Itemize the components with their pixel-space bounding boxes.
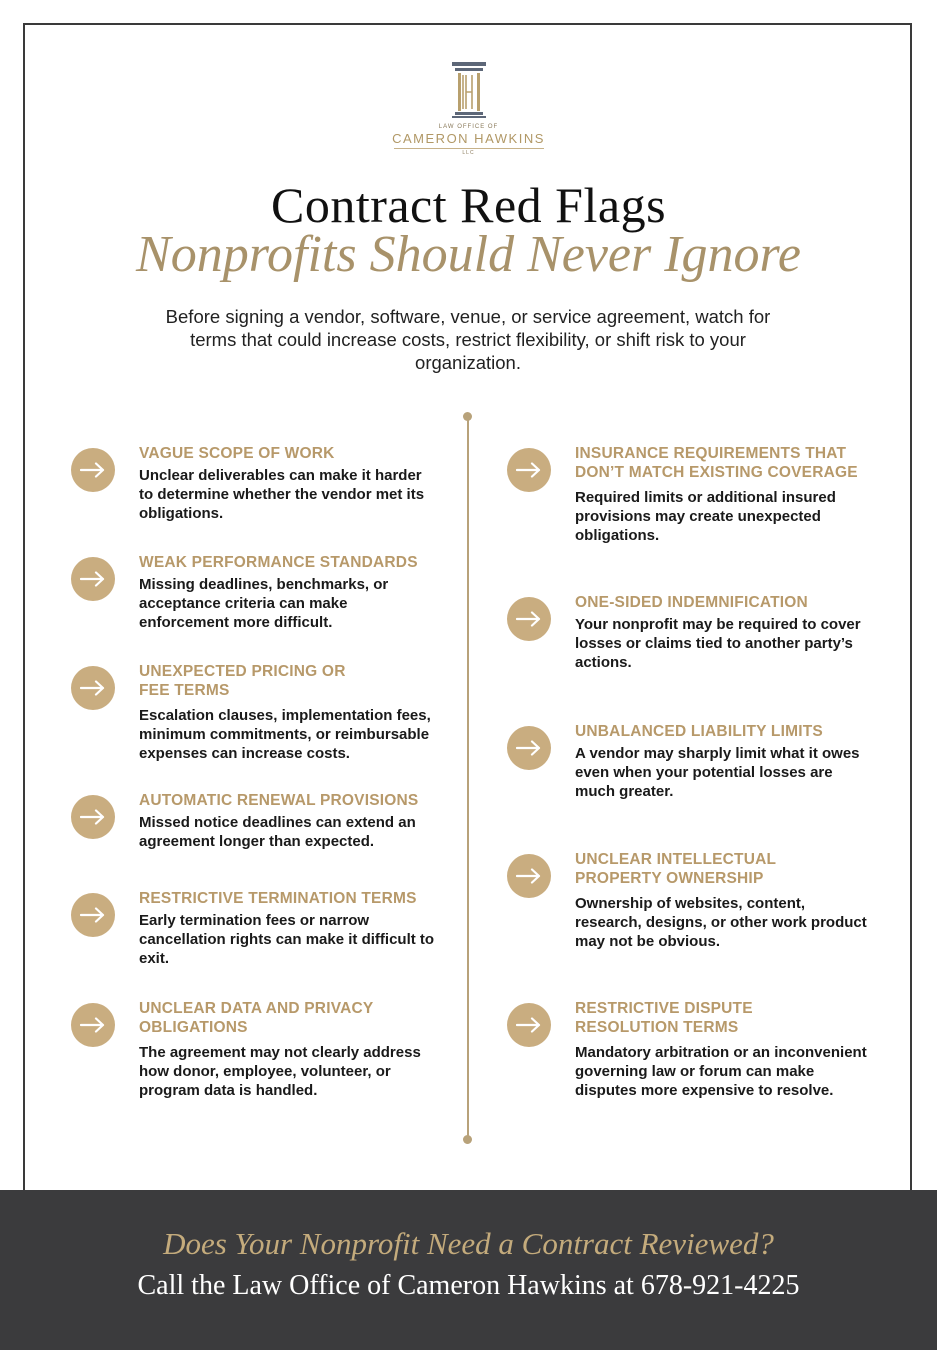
footer-banner: [0, 1190, 937, 1350]
footer-question: Does Your Nonprofit Need a Contract Reviewed?: [163, 1226, 774, 1261]
item-body: The agreement may not clearly address how donor, employee, volunteer, or program data is handled.: [139, 1044, 421, 1099]
footer-call-to-action: Call the Law Office of Cameron Hawkins at 678-921-4225: [137, 1270, 800, 1301]
column-divider: [467, 416, 469, 1140]
item-body: Your nonprofit may be required to cover losses or claims tied to another party’s actions.: [575, 616, 861, 671]
item-heading: UNCLEAR DATA AND PRIVACY OBLIGATIONS: [139, 1000, 374, 1036]
item-heading: RESTRICTIVE TERMINATION TERMS: [139, 890, 417, 907]
arrow-right-icon: [507, 854, 551, 898]
column-logo-icon: [452, 62, 486, 118]
page-title: Contract Red Flags: [270, 177, 667, 233]
item-body: Early termination fees or narrow cancellation rights can make it difficult to exit.: [139, 912, 435, 967]
arrow-right-icon: [507, 448, 551, 492]
logo-small-text: LAW OFFICE OF: [438, 124, 499, 130]
logo-rule: [394, 148, 544, 149]
item-heading: AUTOMATIC RENEWAL PROVISIONS: [139, 792, 419, 809]
item-body: Ownership of websites, content, research, designs, or other work product may not be obvious.: [575, 895, 867, 950]
arrow-right-icon: [507, 1003, 551, 1047]
arrow-right-icon: [507, 597, 551, 641]
arrow-right-icon: [71, 795, 115, 839]
item-heading: INSURANCE REQUIREMENTS THAT DON’T MATCH EXISTING COVERAGE: [575, 445, 858, 481]
item-heading: VAGUE SCOPE OF WORK: [139, 445, 335, 462]
arrow-right-icon: [71, 557, 115, 601]
item-body: Escalation clauses, implementation fees, minimum commitments, or reimbursable expenses can increase costs.: [139, 707, 431, 762]
item-body: Required limits or additional insured provisions may create unexpected obligations.: [575, 489, 836, 544]
item-body: Missing deadlines, benchmarks, or acceptance criteria can make enforcement more difficult.: [139, 576, 389, 631]
arrow-right-icon: [71, 1003, 115, 1047]
divider-dot-top: [463, 412, 472, 421]
arrow-right-icon: [507, 726, 551, 770]
logo-suffix: LLC: [462, 150, 475, 156]
item-heading: WEAK PERFORMANCE STANDARDS: [139, 554, 418, 571]
item-body: Mandatory arbitration or an inconvenient governing law or forum can make disputes more expensive to resolve.: [575, 1044, 867, 1099]
intro-text: Before signing a vendor, software, venue, or service agreement, watch for terms that could increase costs, restrict flexibility, or shift risk to your organization.: [165, 306, 771, 373]
item-heading: UNCLEAR INTELLECTUAL PROPERTY OWNERSHIP: [575, 851, 776, 887]
page-subtitle: Nonprofits Should Never Ignore: [136, 226, 801, 283]
logo-firm-name: CAMERON HAWKINS: [392, 131, 545, 146]
item-heading: UNBALANCED LIABILITY LIMITS: [575, 723, 823, 740]
item-body: Missed notice deadlines can extend an agreement longer than expected.: [139, 814, 416, 850]
item-body: Unclear deliverables can make it harder to determine whether the vendor met its obligations.: [139, 467, 425, 522]
item-heading: ONE-SIDED INDEMNIFICATION: [575, 594, 808, 611]
item-heading: RESTRICTIVE DISPUTE RESOLUTION TERMS: [575, 1000, 753, 1036]
item-heading: UNEXPECTED PRICING OR FEE TERMS: [139, 663, 346, 699]
item-body: A vendor may sharply limit what it owes even when your potential losses are much greater.: [575, 745, 860, 800]
arrow-right-icon: [71, 448, 115, 492]
arrow-right-icon: [71, 666, 115, 710]
firm-logo: [0, 62, 937, 156]
divider-dot-bottom: [463, 1135, 472, 1144]
arrow-right-icon: [71, 893, 115, 937]
